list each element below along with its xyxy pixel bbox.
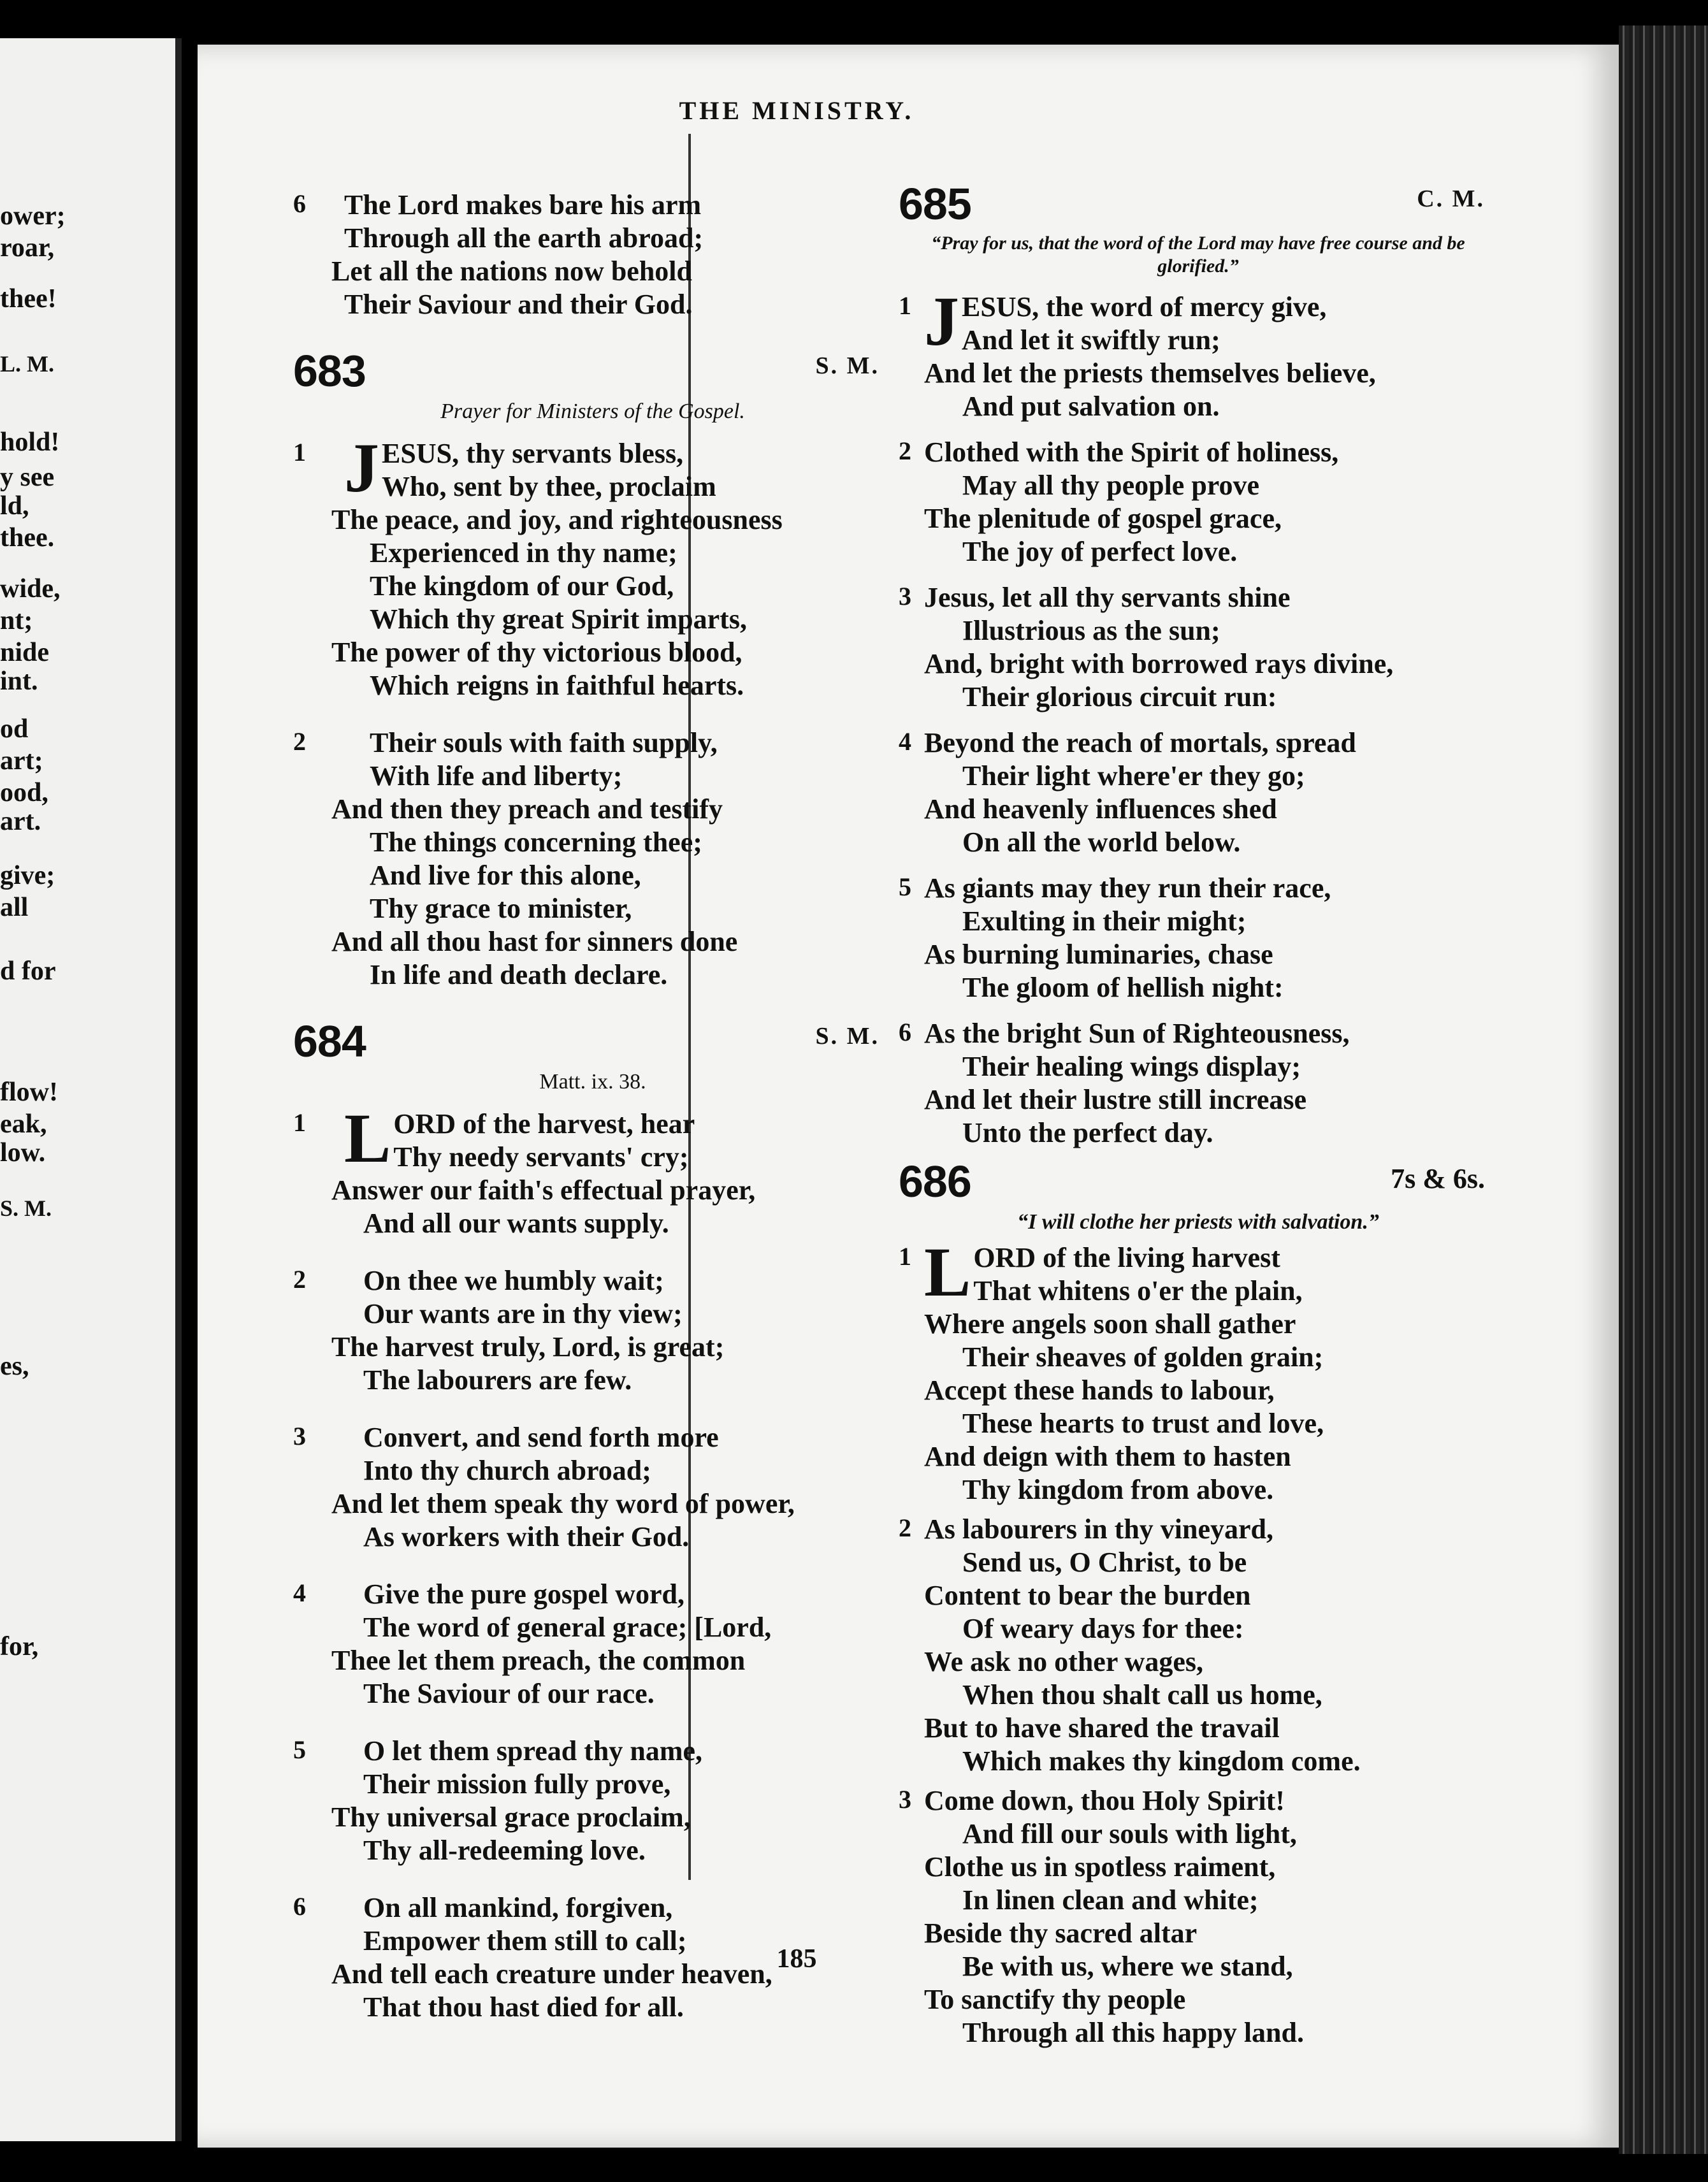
stanza-number: 2	[899, 437, 911, 465]
right-column	[899, 147, 1498, 2049]
verse-line: The Saviour of our race.	[363, 1678, 655, 1709]
hymn-subtitle: Matt. ix. 38.	[539, 1070, 646, 1094]
hymn-meter: C. M.	[1417, 185, 1485, 212]
verse-line: Exulting in their might;	[962, 906, 1247, 937]
left-fragment: nt;	[0, 606, 33, 635]
stanza-number: 5	[899, 872, 911, 901]
verse-line: As labourers in thy vineyard,	[924, 1514, 1274, 1545]
hymn-meter: 7s & 6s.	[1391, 1163, 1485, 1194]
stanza	[899, 1017, 1498, 1150]
left-fragment: L. M.	[0, 351, 54, 377]
verse-line: Content to bear the burden	[924, 1580, 1251, 1611]
verse-line: And tell each creature under heaven,	[331, 1958, 772, 1990]
verse-line: And put salvation on.	[962, 391, 1220, 422]
verse-line: And let it swiftly run;	[962, 324, 1220, 356]
verse-line: And fill our souls with light,	[962, 1818, 1297, 1849]
left-fragment: ld,	[0, 491, 29, 521]
stanza	[899, 1784, 1498, 2049]
verse-line: Clothe us in spotless raiment,	[924, 1851, 1276, 1882]
drop-capital: J	[344, 429, 379, 507]
verse-line: To sanctify thy people	[924, 1984, 1186, 2015]
left-fragment: eak,	[0, 1109, 47, 1139]
stanza-number: 2	[293, 727, 306, 756]
verse-line: Be with us, where we stand,	[962, 1951, 1293, 1982]
stanza	[899, 581, 1498, 714]
left-column	[293, 147, 892, 2048]
verse-line: Beside thy sacred altar	[924, 1918, 1198, 1949]
stanza	[899, 282, 1498, 423]
verse-line: Send us, O Christ, to be	[962, 1547, 1247, 1578]
hymn-subtitle: “I will clothe her priests with salvation.”	[1017, 1210, 1379, 1234]
verse-line: Thy all-redeeming love.	[363, 1835, 646, 1866]
verse-line: Where angels soon shall gather	[924, 1308, 1296, 1340]
stanza	[899, 1513, 1498, 1778]
verse-line: That thou hast died for all.	[363, 1991, 684, 2023]
verse-line: Let all the nations now behold	[331, 256, 692, 287]
verse-line: The plenitude of gospel grace,	[924, 503, 1282, 534]
verse-line: That whitens o'er the plain,	[973, 1275, 1303, 1306]
verse-line: Clothed with the Spirit of holiness,	[924, 437, 1339, 468]
verse-line: These hearts to trust and love,	[962, 1408, 1324, 1439]
verse-line: The word of general grace; [Lord,	[363, 1612, 772, 1643]
verse-line: ORD of the harvest, hear	[393, 1108, 695, 1139]
verse-line: Thy needy servants' cry;	[393, 1141, 689, 1173]
left-fragment: all	[0, 893, 29, 922]
verse-line: Our wants are in thy view;	[363, 1298, 683, 1329]
left-fragment: for,	[0, 1632, 39, 1661]
left-fragment: es,	[0, 1352, 29, 1381]
left-fragment: hold!	[0, 428, 60, 457]
verse-line: And all our wants supply.	[363, 1208, 669, 1239]
verse-line: Their healing wings display;	[962, 1051, 1301, 1082]
stanza	[293, 1735, 892, 1867]
stanza	[293, 726, 892, 992]
verse-line: Of weary days for thee:	[962, 1613, 1244, 1644]
stanza-number: 6	[293, 189, 306, 218]
verse-line: And live for this alone,	[370, 860, 641, 891]
verse-line: Who, sent by thee, proclaim	[382, 471, 716, 502]
verse-line: With life and liberty;	[370, 760, 623, 791]
verse-line: The things concerning thee;	[370, 827, 702, 858]
drop-capital: L	[344, 1099, 391, 1177]
verse-line: Come down, thou Holy Spirit!	[924, 1785, 1285, 1816]
hymn-header	[293, 345, 892, 396]
left-fragment: S. M.	[0, 1196, 52, 1221]
left-fragment: ood,	[0, 778, 48, 807]
verse-line: Experienced in thy name;	[370, 537, 677, 568]
hymn-meter: S. M.	[815, 352, 879, 379]
stanza	[899, 872, 1498, 1004]
hymn-subtitle: “Pray for us, that the word of the Lord may have free course and be glorified.”	[931, 233, 1465, 277]
verse-line: The Lord makes bare his arm	[344, 189, 702, 220]
verse-line: But to have shared the travail	[924, 1712, 1280, 1744]
verse-line: In linen clean and white;	[962, 1884, 1259, 1916]
verse-line: Illustrious as the sun;	[962, 615, 1220, 646]
verse-line: Thy universal grace proclaim,	[331, 1802, 691, 1833]
verse-line: Unto the perfect day.	[962, 1117, 1213, 1148]
verse-line: Their mission fully prove,	[363, 1768, 671, 1800]
left-fragment: give;	[0, 861, 55, 890]
verse-line: Jesus, let all thy servants shine	[924, 582, 1291, 613]
stanza-number: 2	[293, 1265, 306, 1294]
verse-line: As giants may they run their race,	[924, 872, 1331, 904]
verse-line: Their Saviour and their God.	[344, 289, 693, 320]
verse-line: Give the pure gospel word,	[363, 1579, 684, 1610]
verse-line: Their glorious circuit run:	[962, 681, 1277, 712]
verse-line: The labourers are few.	[363, 1364, 632, 1396]
verse-line: Thy grace to minister,	[370, 893, 632, 924]
stanza	[899, 1233, 1498, 1506]
hymn-number: 686	[899, 1157, 971, 1206]
verse-line: The peace, and joy, and righteousness	[331, 504, 783, 535]
verse-line: Their souls with faith supply,	[370, 727, 718, 758]
verse-line: Their sheaves of golden grain;	[962, 1341, 1324, 1373]
verse-line: When thou shalt call us home,	[962, 1679, 1322, 1710]
verse-line: In life and death declare.	[370, 959, 668, 990]
hymn-number: 684	[293, 1016, 366, 1066]
stanza	[899, 726, 1498, 859]
verse-line: Their light where'er they go;	[962, 760, 1305, 791]
verse-line: The joy of perfect love.	[962, 536, 1238, 567]
verse-line: Which thy great Spirit imparts,	[370, 603, 747, 635]
verse-line: We ask no other wages,	[924, 1646, 1203, 1677]
verse-line: The harvest truly, Lord, is great;	[331, 1331, 725, 1362]
stanza-number: 1	[293, 438, 306, 466]
hymn-number: 683	[293, 346, 366, 396]
hymn-header	[293, 1016, 892, 1067]
left-fragment: nide	[0, 638, 50, 667]
left-fragment: roar,	[0, 233, 55, 263]
left-fragment: art.	[0, 807, 41, 836]
left-fragment: ower;	[0, 201, 66, 231]
stanza	[293, 189, 892, 321]
verse-line: Which makes thy kingdom come.	[962, 1745, 1361, 1777]
verse-line: Empower them still to call;	[363, 1925, 687, 1956]
running-head: THE MINISTRY.	[679, 96, 915, 125]
stanza-number: 1	[293, 1108, 306, 1137]
stanza-number: 2	[899, 1514, 911, 1542]
verse-line: As workers with their God.	[363, 1521, 690, 1552]
verse-line: Thee let them preach, the common	[331, 1645, 746, 1676]
verse-line: Through all this happy land.	[962, 2017, 1304, 2048]
stanza-number: 3	[899, 582, 911, 611]
verse-line: And let them speak thy word of power,	[331, 1488, 795, 1519]
verse-line: Answer our faith's effectual prayer,	[331, 1174, 756, 1206]
stanza-number: 4	[899, 727, 911, 756]
hymn-header	[899, 178, 1498, 229]
left-fragment: od	[0, 714, 29, 744]
verse-line: Accept these hands to labour,	[924, 1375, 1275, 1406]
verse-line: On thee we humbly wait;	[363, 1265, 664, 1296]
verse-line: On all the world below.	[962, 827, 1241, 858]
left-fragment: art;	[0, 746, 43, 776]
hymn-meter: S. M.	[815, 1023, 879, 1050]
verse-line: O let them spread thy name,	[363, 1735, 703, 1767]
verse-line: May all thy people prove	[962, 470, 1260, 501]
verse-line: ESUS, the word of mercy give,	[962, 291, 1327, 322]
stanza-number: 5	[293, 1735, 306, 1764]
hymn-subtitle: Prayer for Ministers of the Gospel.	[440, 400, 745, 423]
left-page-fragment	[0, 38, 182, 2141]
hymn-header	[899, 1156, 1498, 1207]
verse-line: On all mankind, forgiven,	[363, 1892, 673, 1923]
stanza-number: 6	[293, 1892, 306, 1921]
left-fragment: flow!	[0, 1078, 58, 1107]
stanza-number: 6	[899, 1018, 911, 1046]
stanza	[293, 429, 892, 702]
verse-line: ESUS, thy servants bless,	[382, 438, 684, 469]
verse-line: And heavenly influences shed	[924, 793, 1277, 825]
drop-capital: J	[924, 282, 959, 360]
left-fragment: int.	[0, 667, 38, 696]
stanza	[899, 436, 1498, 568]
verse-line: As the bright Sun of Righteousness,	[924, 1018, 1350, 1049]
verse-line: The power of thy victorious blood,	[331, 637, 742, 668]
page-number: 185	[776, 1944, 817, 1974]
drop-capital: L	[924, 1233, 971, 1311]
verse-line: Into thy church abroad;	[363, 1455, 651, 1486]
stanza-number: 1	[899, 1242, 911, 1271]
stanza-number: 3	[899, 1785, 911, 1814]
verse-line: Convert, and send forth more	[363, 1422, 719, 1453]
stanza	[293, 1264, 892, 1397]
stanza-number: 1	[899, 291, 911, 320]
verse-line: The gloom of hellish night:	[962, 972, 1284, 1003]
verse-line: And let the priests themselves believe,	[924, 358, 1376, 389]
verse-line: As burning luminaries, chase	[924, 939, 1273, 970]
left-fragment: wide,	[0, 574, 61, 603]
page-edges	[1619, 25, 1708, 2154]
left-fragment: low.	[0, 1138, 46, 1167]
stanza	[293, 1099, 892, 1240]
left-fragment: thee!	[0, 284, 57, 314]
left-fragment: d for	[0, 957, 56, 986]
verse-line: Thy kingdom from above.	[962, 1474, 1274, 1505]
verse-line: And then they preach and testify	[331, 793, 723, 825]
verse-line: And let their lustre still increase	[924, 1084, 1307, 1115]
verse-line: And, bright with borrowed rays divine,	[924, 648, 1394, 679]
verse-line: And deign with them to hasten	[924, 1441, 1291, 1472]
verse-line: Through all the earth abroad;	[344, 222, 704, 254]
left-fragment: y see	[0, 463, 55, 492]
verse-line: And all thou hast for sinners done	[331, 926, 738, 957]
verse-line: ORD of the living harvest	[973, 1242, 1280, 1273]
stanza-number: 3	[293, 1422, 306, 1450]
verse-line: The kingdom of our God,	[370, 570, 674, 602]
verse-line: Beyond the reach of mortals, spread	[924, 727, 1356, 758]
stanza	[293, 1578, 892, 1710]
stanza	[293, 1421, 892, 1554]
hymn-number: 685	[899, 179, 971, 229]
stanza-number: 4	[293, 1579, 306, 1607]
verse-line: Which reigns in faithful hearts.	[370, 670, 744, 701]
left-fragment: thee.	[0, 523, 55, 553]
